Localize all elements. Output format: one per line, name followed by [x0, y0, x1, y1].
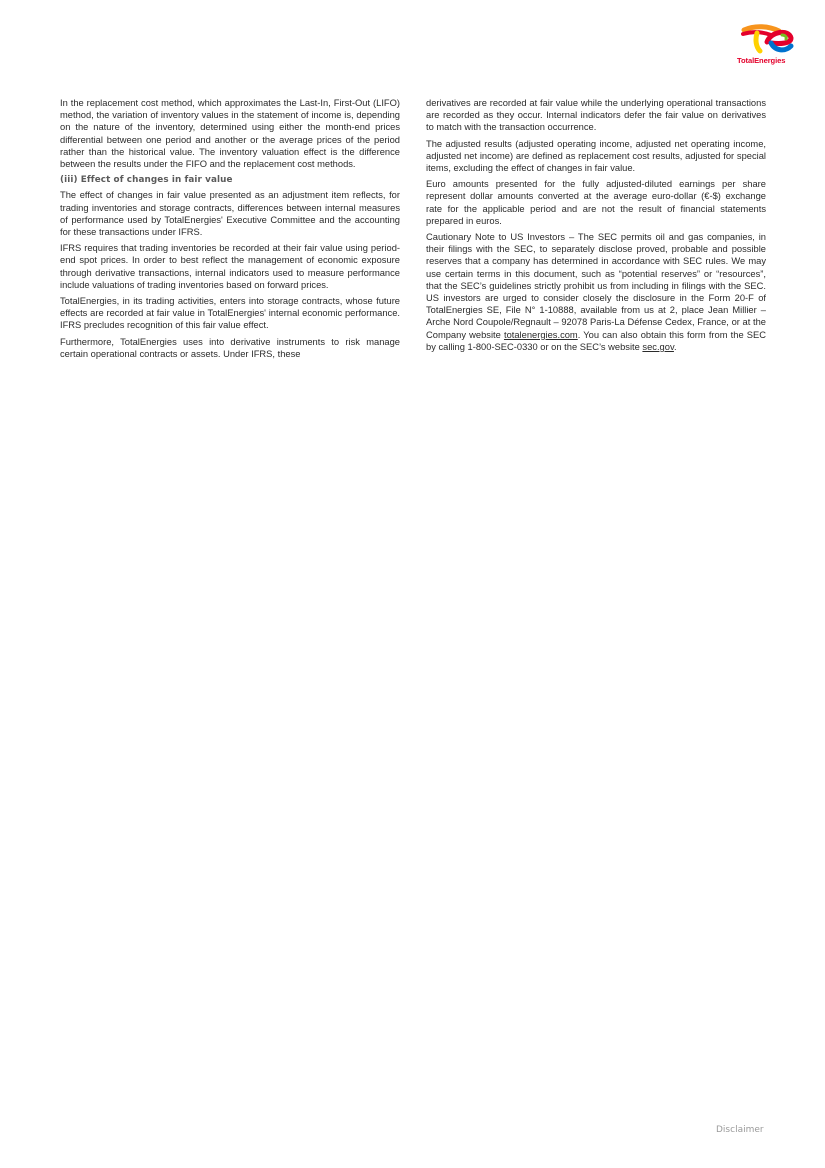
footer-label: Disclaimer: [716, 1125, 764, 1135]
paragraph-storage-contracts: TotalEnergies, in its trading activities, enters into storage contracts, whose future effects are recorded at fair value in TotalEnergies' internal economic performance. IFRS precludes recognition of this fair value effect.: [60, 296, 400, 331]
paragraph-derivatives-continued: derivatives are recorded at fair value while the underlying operational transactions are recorded as they occur. Internal indicators defer the fair value on derivatives to match with the transaction occurrence.: [426, 98, 766, 133]
paragraph-cautionary-note: [426, 231, 766, 353]
paragraph-fair-value-effect: The effect of changes in fair value presented as an adjustment item reflects, for trading inventories and storage contracts, differences between internal measures of performance used by TotalEnergies' Executive Committee and the accounting for these transactions under IFRS.: [60, 190, 400, 238]
left-column: [60, 97, 400, 364]
paragraph-euro-amounts: Euro amounts presented for the fully adjusted-diluted earnings per share represent dollar amounts converted at the average euro-dollar (€-$) exchange rate for the applicable period and are not the result of financial statements prepared in euros.: [426, 179, 766, 226]
paragraph-ifrs-trading: IFRS requires that trading inventories be recorded at their fair value using period-end spot prices. In order to best reflect the management of economic exposure through derivative transactions, internal indicators used to measure performance include valuations of trading inventories based on forward prices.: [60, 243, 400, 290]
cautionary-text-mid: . You can also obtain this form from the SEC by calling 1-800-SEC-0330 or on the SEC’s website: [426, 329, 766, 352]
right-column: [426, 97, 766, 357]
link-totalenergies[interactable]: totalenergies.com: [503, 329, 578, 340]
paragraph-derivatives-start: Furthermore, TotalEnergies uses into derivative instruments to risk manage certain operational contracts or assets. Under IFRS, these: [60, 336, 400, 359]
cautionary-text-end: .: [673, 341, 677, 352]
section-heading-fair-value: (iii) Effect of changes in fair value: [60, 175, 233, 186]
logo-text: TotalEnergies: [737, 56, 786, 65]
totalenergies-logo: [735, 22, 801, 66]
paragraph-adjusted-results: The adjusted results (adjusted operating income, adjusted net operating income, adjusted net income) are defined as replacement cost results, adjusted for special items, excluding the effect of changes in fair value.: [426, 138, 766, 174]
paragraph-replacement-cost: In the replacement cost method, which approximates the Last-In, First-Out (LIFO) method, the variation of inventory values in the statement of income is, depending on the nature of the inventory, determined using either the month-end prices differential between one period and another or the average prices of the period rather than the historical value. The inventory valuation effect is the difference between the results under the FIFO and the replacement cost methods.: [60, 98, 400, 170]
link-sec-gov[interactable]: sec.gov: [642, 341, 674, 352]
cautionary-text-main: Cautionary Note to US Investors – The SEC permits oil and gas companies, in their filings with the SEC, to separately disclose proved, probable and possible reserves that a company has determined in accordance with SEC rules. We may use certain terms in this document, such as “potential reserves” or “resources”, that the SEC’s guidelines strictly prohibit us from including in filings with the SEC. US investors are urged to consider closely the disclosure in the Form 20-F of TotalEnergies SE, File N° 1-10888, available from us at 2, place Jean Millier – Arche Nord Coupole/Regnault – 92078 Paris-La Défense Cedex, France, or at the Company website: [426, 232, 766, 340]
totalenergies-logo-icon: [741, 22, 795, 56]
